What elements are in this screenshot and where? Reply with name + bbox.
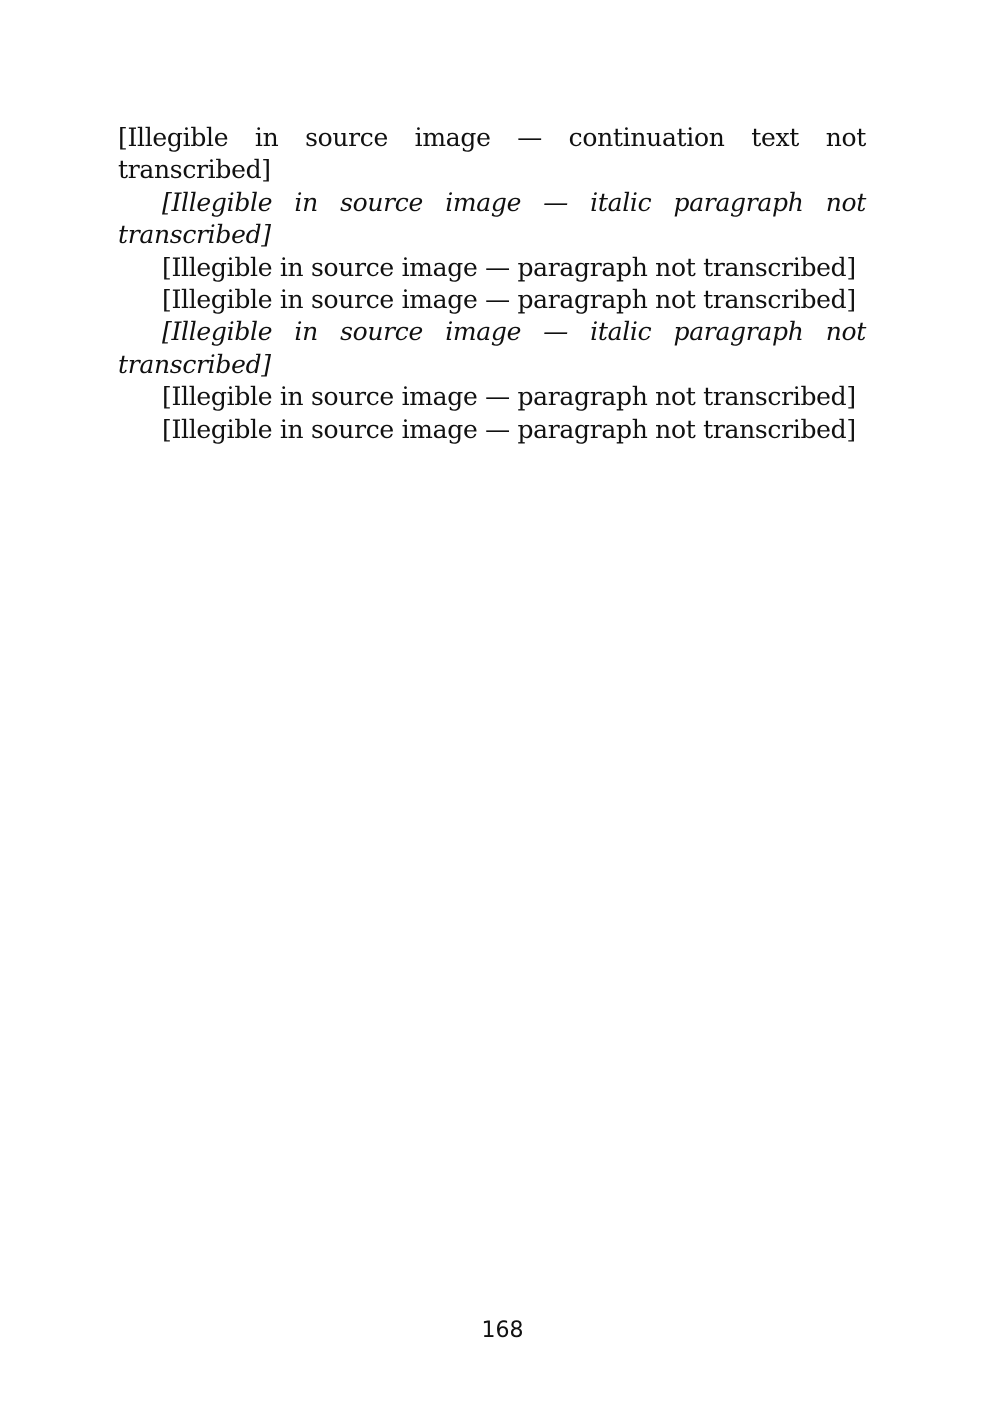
paragraph: [Illegible in source image — paragraph not transcribed] xyxy=(162,252,856,282)
paragraph: [Illegible in source image — paragraph not transcribed] xyxy=(162,382,856,412)
paragraph: [Illegible in source image — paragraph not transcribed] xyxy=(162,414,856,444)
italic-paragraph: [Illegible in source image — italic paragraph not transcribed] xyxy=(118,317,866,379)
page-body xyxy=(118,122,866,446)
paragraph-continuation: [Illegible in source image — continuation text not transcribed] xyxy=(118,123,866,185)
paragraph: [Illegible in source image — paragraph not transcribed] xyxy=(162,285,856,315)
italic-paragraph: [Illegible in source image — italic paragraph not transcribed] xyxy=(118,187,866,250)
page-number: 168 xyxy=(481,1318,524,1343)
